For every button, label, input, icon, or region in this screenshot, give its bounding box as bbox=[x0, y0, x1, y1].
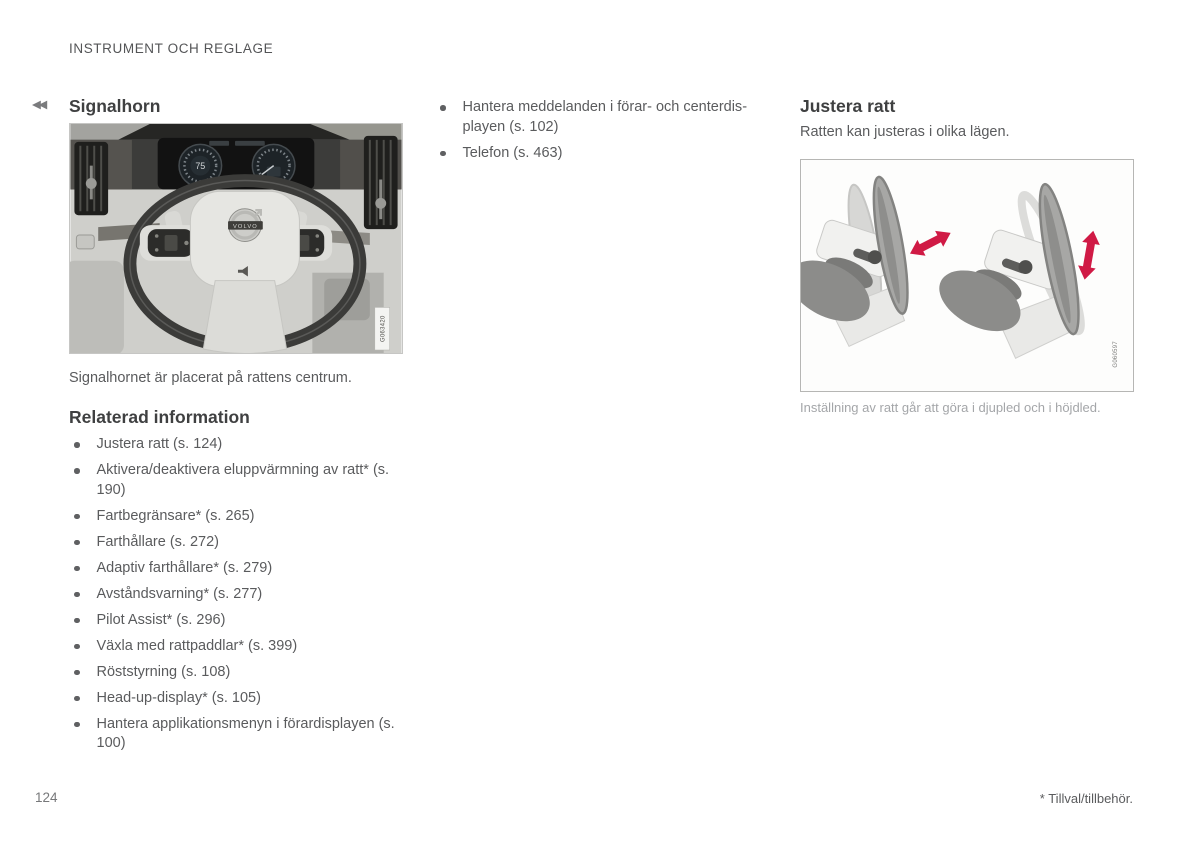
list-item bbox=[69, 435, 403, 455]
bullet-dot bbox=[74, 514, 80, 520]
adjust-wheel-illustration bbox=[800, 159, 1134, 392]
list-item-label: Justera ratt (s. 124) bbox=[96, 436, 223, 452]
list-item-label: Telefon (s. 463) bbox=[462, 144, 563, 161]
list-item-label: Aktivera/deaktivera eluppvärmning av ratt* (s. 190) bbox=[96, 462, 390, 498]
bullet-dot bbox=[74, 618, 80, 624]
list-item-label: Head-up-display* (s. 105) bbox=[96, 689, 261, 706]
column-right bbox=[800, 96, 1134, 416]
signalhorn-caption: Signalhornet är placerat på rattens centrum. bbox=[69, 370, 352, 386]
list-item-label: Hantera applikationsmenyn i förardisplayen (s. 100) bbox=[96, 715, 395, 751]
list-item bbox=[69, 559, 403, 579]
left-button-pod bbox=[148, 229, 194, 257]
bullet-dot bbox=[74, 468, 80, 474]
list-item bbox=[69, 611, 403, 631]
steering-wheel-photo bbox=[69, 123, 403, 354]
related-information-title: Relaterad information bbox=[69, 407, 250, 427]
page-number: 124 bbox=[35, 790, 58, 805]
column-left bbox=[69, 96, 403, 760]
bullet-dot bbox=[74, 540, 80, 546]
list-item bbox=[69, 663, 403, 683]
list-item-label: Växla med rattpaddlar* (s. 399) bbox=[96, 637, 298, 654]
emblem-text: VOLVO bbox=[233, 223, 258, 230]
list-item bbox=[435, 98, 773, 137]
image-code-label bbox=[375, 307, 390, 350]
list-item-label: Hantera meddelanden i förar- och centerdisplayen (s. 102) bbox=[462, 99, 748, 135]
justera-ratt-caption: Inställning av ratt går att göra i djupled och i höjdled. bbox=[800, 400, 1101, 415]
signalhorn-figure bbox=[69, 123, 403, 388]
bullet-dot bbox=[74, 696, 80, 702]
bullet-dot bbox=[74, 566, 80, 572]
list-item-label: Pilot Assist* (s. 296) bbox=[96, 611, 226, 628]
bullet-dot bbox=[440, 105, 446, 111]
justera-ratt-intro: Ratten kan justeras i olika lägen. bbox=[800, 124, 1010, 140]
section-title-signalhorn: Signalhorn bbox=[69, 96, 161, 116]
list-item bbox=[69, 585, 403, 605]
list-item bbox=[69, 533, 403, 553]
chapter-title: INSTRUMENT OCH REGLAGE bbox=[69, 41, 274, 56]
justera-ratt-figure bbox=[800, 159, 1134, 416]
image-code: G060597 bbox=[1113, 341, 1120, 368]
column-middle bbox=[435, 98, 773, 170]
bullet-dot bbox=[74, 644, 80, 650]
related-links-list bbox=[69, 435, 403, 754]
list-item bbox=[435, 144, 773, 164]
speedometer-readout: 75 bbox=[195, 161, 206, 172]
list-item-label: Avståndsvarning* (s. 277) bbox=[96, 585, 263, 602]
list-item-label: Adaptiv farthållare* (s. 279) bbox=[96, 559, 273, 576]
list-item bbox=[69, 689, 403, 709]
left-air-vent bbox=[74, 142, 108, 215]
right-air-vent bbox=[364, 136, 398, 229]
list-item bbox=[69, 461, 403, 500]
related-links-list-continued bbox=[435, 98, 773, 163]
image-code-label bbox=[1113, 341, 1119, 368]
image-code: G063420 bbox=[380, 315, 387, 342]
list-item-label: Röststyrning (s. 108) bbox=[96, 663, 231, 680]
bullet-dot bbox=[74, 442, 80, 448]
section-title-justera-ratt: Justera ratt bbox=[800, 96, 896, 116]
option-footnote: * Tillval/tillbehör. bbox=[1039, 791, 1133, 806]
back-arrows-icon[interactable]: ◀◀ bbox=[32, 99, 45, 111]
bullet-dot bbox=[74, 670, 80, 676]
list-item bbox=[69, 715, 403, 754]
bullet-dot bbox=[440, 151, 446, 157]
list-item bbox=[69, 507, 403, 527]
list-item bbox=[69, 637, 403, 657]
bullet-dot bbox=[74, 722, 80, 728]
list-item-label: Farthållare (s. 272) bbox=[96, 533, 219, 550]
bullet-dot bbox=[74, 592, 80, 598]
list-item-label: Fartbegränsare* (s. 265) bbox=[96, 507, 255, 524]
